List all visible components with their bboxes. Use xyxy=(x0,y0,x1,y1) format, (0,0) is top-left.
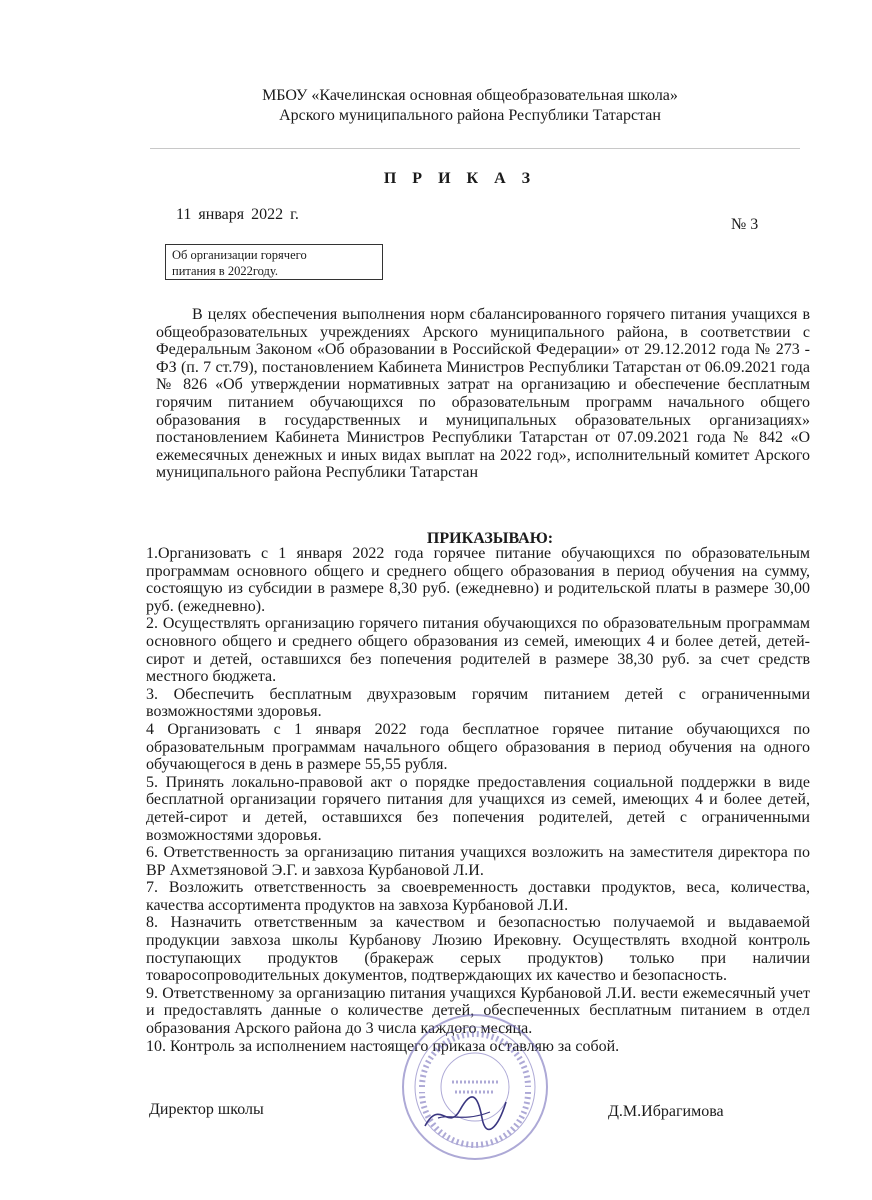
order-item-9: 9. Ответственному за организацию питания учащихся Курбановой Л.И. вести ежемесячный учет и предоставлять данные о количестве детей, обеспеченных бесплатным питанием в отдел образования Арского района до 3 числа каждого месяца. xyxy=(146,984,810,1038)
order-items xyxy=(146,545,810,1055)
signatory-position: Директор школы xyxy=(149,1101,264,1118)
preamble-text: В целях обеспечения выполнения норм сбалансированного горячего питания учащихся в общеобразовательных учреждениях Арского муниципального района, в соответствии с Федеральным Законом «Об образовании в Российской Федерации» от 29.12.2012 года № 273 - ФЗ (п. 7 ст.79), постановлением Кабинета Министров Республики Татарстан от 06.09.2021 года № 826 «Об утверждении нормативных затрат на организацию и обеспечение бесплатным горячим питанием обучающихся по образовательным программ начального общего образования в государственных и муниципальных образовательных организациях» постановлением Кабинета Министров Республики Татарстан от 07.09.2021 года № 842 «О ежемесячных денежных и иных видах выплат на 2022 год», исполнительный комитет Арского муниципального района Республики Татарстан xyxy=(156,306,810,482)
organization-region: Арского муниципального района Республики Татарстан xyxy=(279,107,661,124)
stamp-text-arc-top xyxy=(422,1034,528,1087)
order-date: 11 января 2022 г. xyxy=(176,206,299,223)
subject-line-2: питания в 2022году. xyxy=(172,264,279,278)
subject-box xyxy=(165,244,383,280)
decree-heading: ПРИКАЗЫВАЮ: xyxy=(426,530,554,547)
preamble xyxy=(156,306,810,482)
school-seal-stamp xyxy=(400,1012,550,1162)
order-number: № 3 xyxy=(731,216,759,233)
order-item-5: 5. Принять локально-правовой акт о порядке предоставления социальной поддержки в виде бесплатной организации горячего питания для учащихся из семей, имеющих 4 и более детей, детей-сирот и детей, оставшихся без попечения родителей, детей с ограниченными возможностями здоровья. xyxy=(146,773,810,844)
organization-header xyxy=(150,86,790,126)
signature-stroke xyxy=(425,1097,506,1130)
organization-name: МБОУ «Качелинская основная общеобразовательная школа» xyxy=(262,87,678,104)
order-item-10: 10. Контроль за исполнением настоящего приказа оставляю за собой. xyxy=(146,1037,620,1055)
order-item-3: 3. Обеспечить бесплатным двухразовым горячим питанием детей с ограниченными возможностями здоровья. xyxy=(146,685,810,721)
header-divider xyxy=(150,148,800,149)
document-title: П Р И К А З xyxy=(383,170,537,187)
order-item-6: 6. Ответственность за организацию питания учащихся возложить на заместителя директора по ВР Ахметзяновой Э.Г. и завхоза Курбановой Л.И. xyxy=(146,844,810,879)
order-item-8: 8. Назначить ответственным за качеством и безопасностью получаемой и выдаваемой продукции завхоза школы Курбанову Люзию Ирековну. Осуществлять входной контроль поступающих продуктов (бракераж серых продуктов) только при наличии товаросопроводительных документов, подтверждающих их качество и безопасность. xyxy=(146,914,810,985)
order-item-2: 2. Осуществлять организацию горячего питания обучающихся по образовательным программам основного общего и среднего общего образования из семей, имеющих 4 и более детей, детей-сирот и детей, оставшихся без попечения родителей в размере 38,30 руб. за счет средств местного бюджета. xyxy=(146,615,810,686)
handwritten-signature xyxy=(420,1088,510,1138)
order-item-7: 7. Возложить ответственность за своевременность доставки продуктов, веса, количества, качества ассортимента продуктов на завхоза Курбановой Л.И. xyxy=(146,879,810,914)
subject-line-1: Об организации горячего xyxy=(172,248,307,262)
signatory-name: Д.М.Ибрагимова xyxy=(608,1103,724,1120)
order-item-4: 4 Организовать с 1 января 2022 года бесплатное горячее питание обучающихся по образовательным программам начального общего образования в период обучения на одного обучающегося в день в размере 55,55 рубля. xyxy=(146,720,810,774)
order-item-1: 1.Организовать с 1 января 2022 года горячее питание обучающихся по образовательным программам основного общего и среднего общего образования в период обучения на сумму, состоящую из субсидии в размере 8,30 руб. (ежедневно) и родительской платы в размере 30,00 руб. (ежедневно). xyxy=(146,545,810,615)
